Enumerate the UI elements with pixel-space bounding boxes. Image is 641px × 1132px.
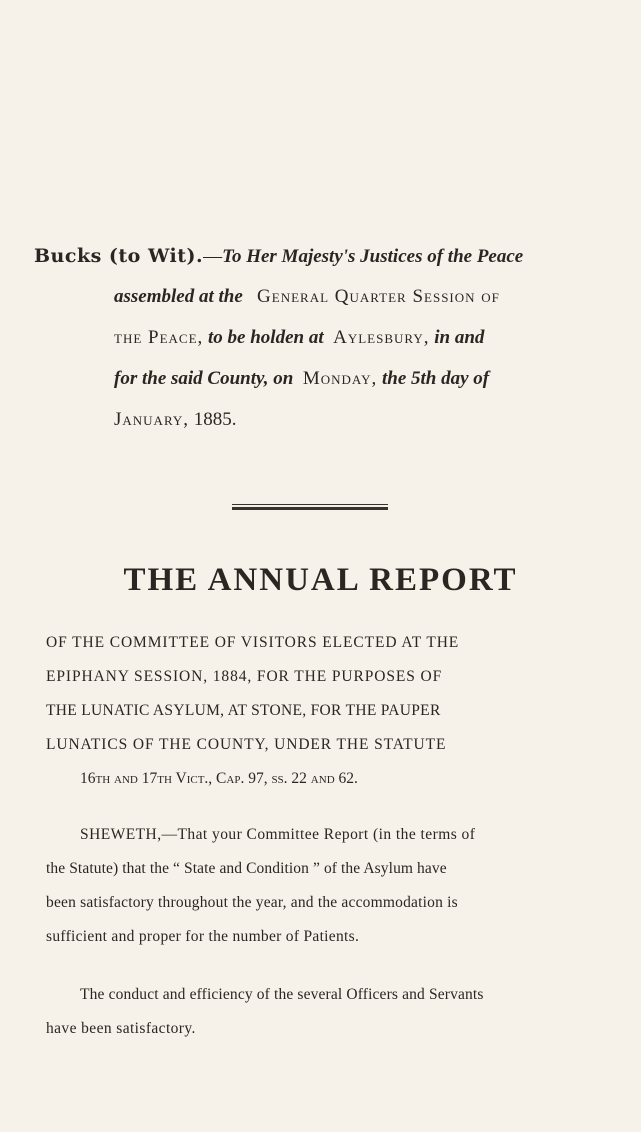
addressee: To Her Majesty's Justices of the Peace [222,246,524,267]
subtitle-row: OF THE COMMITTEE OF VISITORS ELECTED AT THE [46,634,460,651]
heading-line-4: for the said County, on Monday, the 5th day of [114,368,490,389]
paragraph-line: SHEWETH,—That your Committee Report (in the terms of [80,826,476,843]
report-title: THE ANNUAL REPORT [123,562,518,598]
paragraph-line: The conduct and efficiency of the several Officers and Servants [80,986,484,1003]
heading-line-3: the Peace, to be holden at Aylesbury, in and [114,327,485,348]
paragraph-line: sufficient and proper for the number of Patients. [46,928,360,945]
statute-reference: 16th and 17th Vict., Cap. 97, ss. 22 and 62. [80,770,358,787]
heading-line-2: assembled at the General Quarter Session of [114,286,500,307]
paragraph-line: the Statute) that the “ State and Condition ” of the Asylum have [46,860,447,877]
heading-line-1: Bucks (to Wit).—To Her Majesty's Justices of the Peace [34,245,524,267]
subtitle-row: EPIPHANY SESSION, 1884, FOR THE PURPOSES OF [46,668,443,685]
heading-line-5: January, 1885. [114,409,237,430]
subtitle-row: LUNATICS OF THE COUNTY, UNDER THE STATUTE [46,736,447,753]
county-name: Bucks (to Wit). [34,245,204,267]
subtitle-row: THE LUNATIC ASYLUM, AT STONE, FOR THE PAUPER [46,702,441,719]
paragraph-line: have been satisfactory. [46,1020,196,1037]
paragraph-line: been satisfactory throughout the year, and the accommodation is [46,894,458,911]
section-divider [232,504,388,510]
